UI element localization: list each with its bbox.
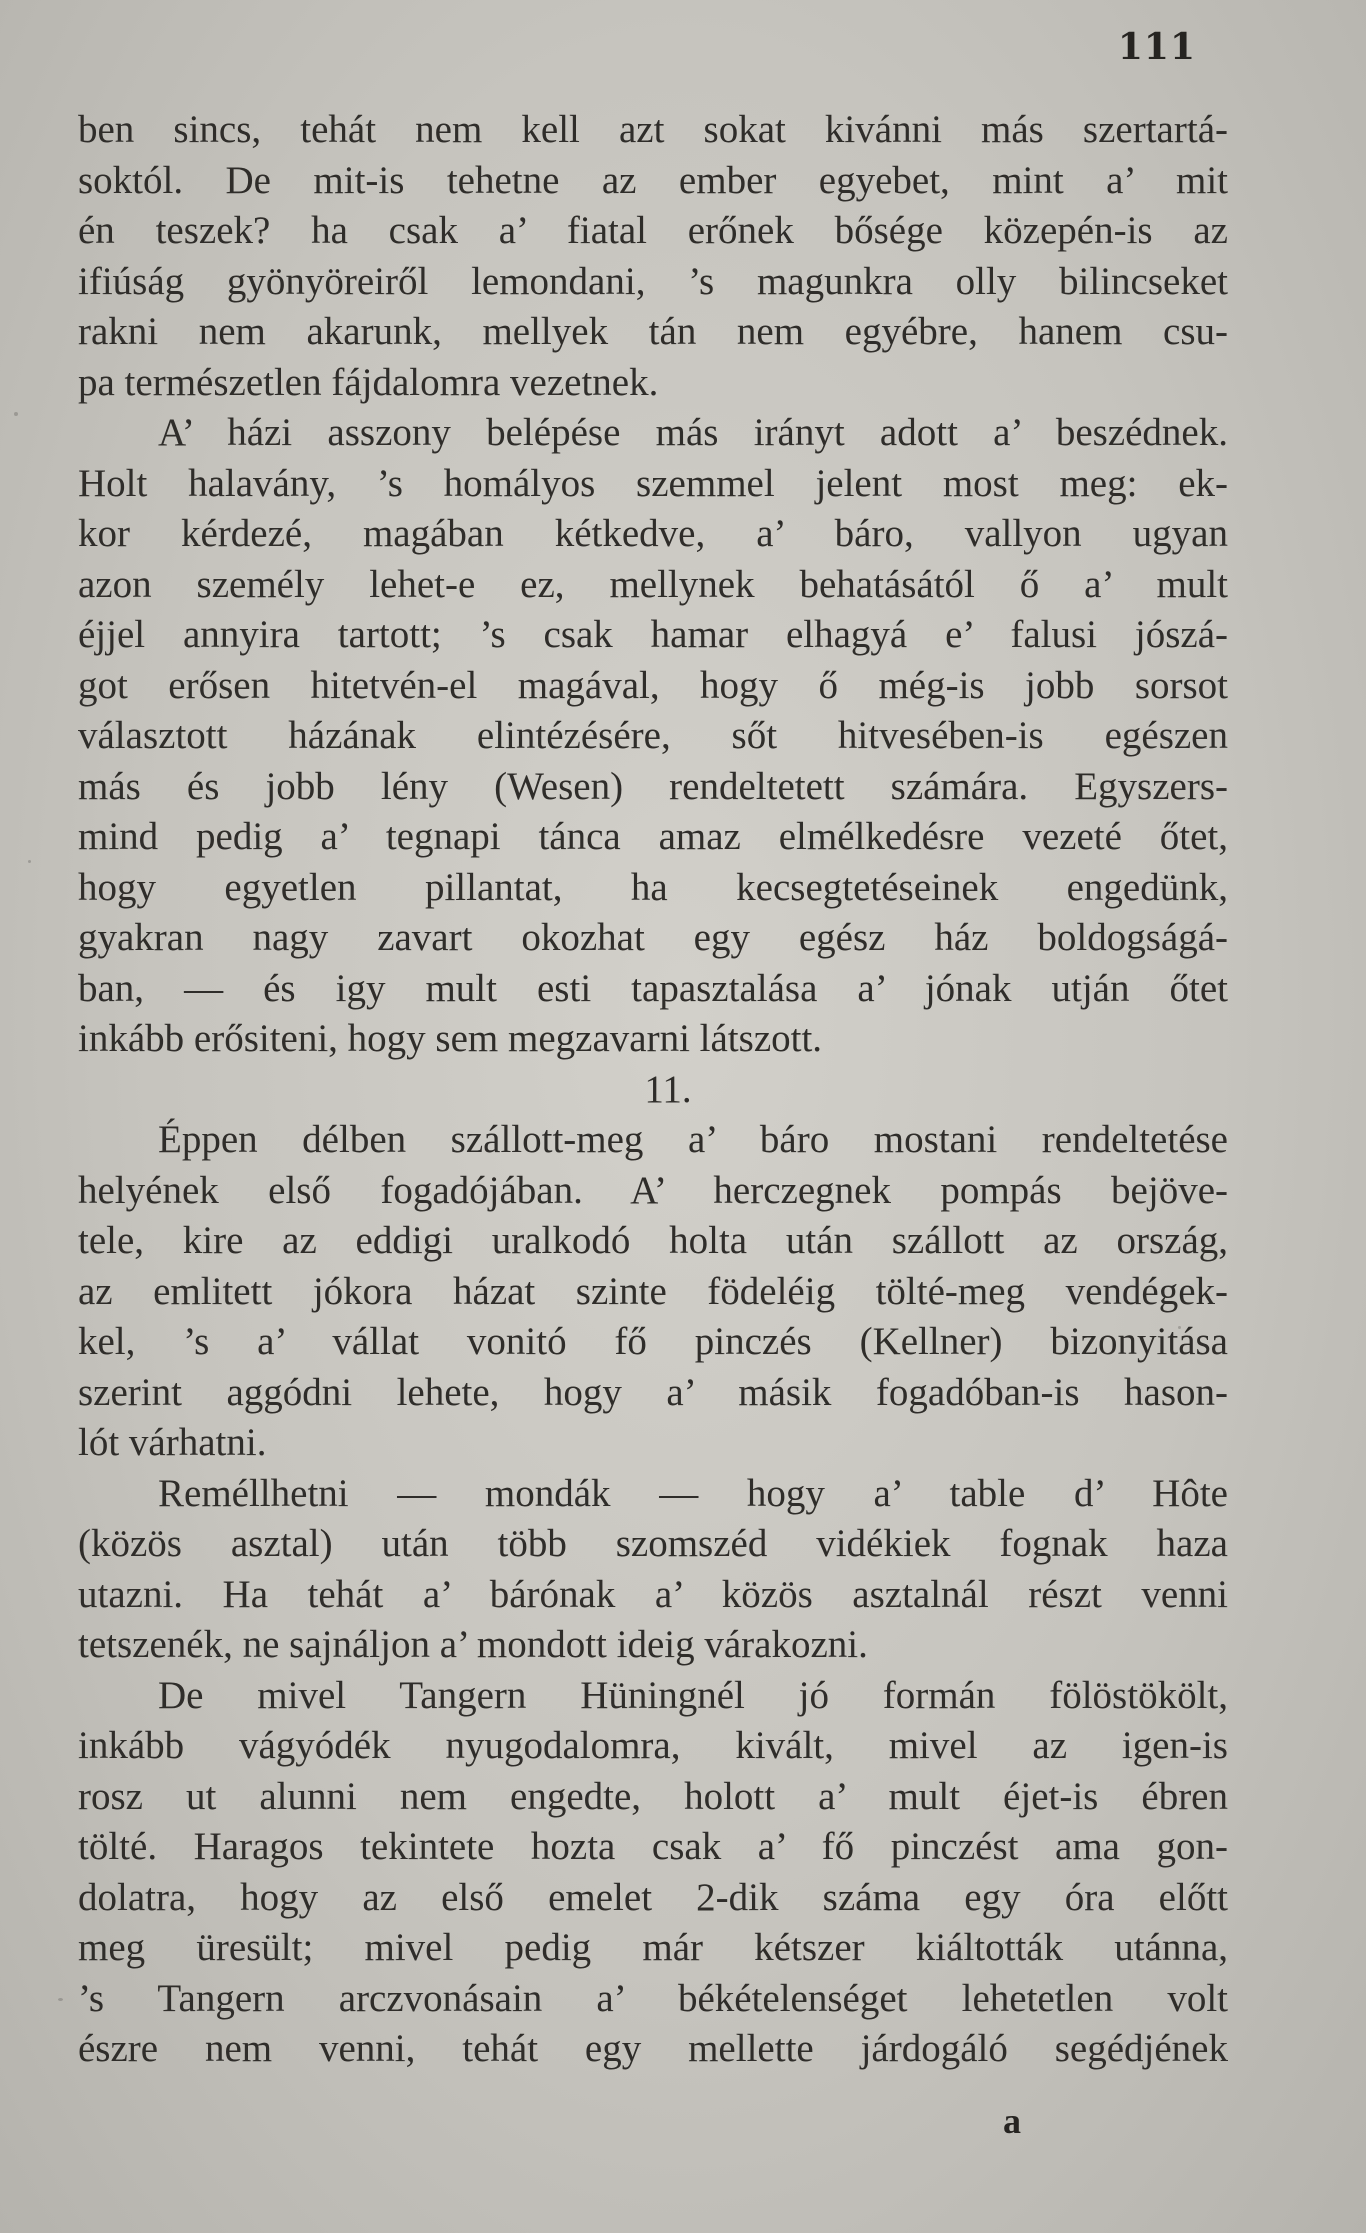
- text-line: tetszenék, ne sajnáljon a’ mondott ideig várakozni.: [78, 1623, 868, 1666]
- text-line: más és jobb lény (Wesen) rendeltetett számára. Egyszers-: [78, 764, 1228, 808]
- text-line: inkább erősiteni, hogy sem megzavarni látszott.: [78, 1017, 823, 1060]
- text-line: tele, kire az eddigi uralkodó holta után szállott az ország,: [78, 1219, 1228, 1262]
- paragraph-start-line: Éppen délben szállott-meg a’ báro mostani rendeltetése: [158, 1118, 1228, 1161]
- paper-speck: [28, 860, 31, 863]
- text-line: ifiúság gyönyöreiről lemondani, ’s magunkra olly bilincseket: [78, 259, 1228, 303]
- text-line: éjjel annyira tartott; ’s csak hamar elhagyá e’ falusi jószá-: [78, 613, 1228, 656]
- paragraph-start-line: Reméllhetni — mondák — hogy a’ table d’ Hôte: [158, 1471, 1228, 1515]
- text-line: mind pedig a’ tegnapi tánca amaz elmélkedésre vezeté őtet,: [78, 815, 1228, 858]
- text-line: utazni. Ha tehát a’ bárónak a’ közös asztalnál részt venni: [78, 1572, 1228, 1616]
- paper-speck: [1178, 1326, 1181, 1329]
- text-line: az emlitett jókora házat szinte födeléig tölté-meg vendégek-: [78, 1269, 1228, 1313]
- paragraph-start-line: De mivel Tangern Hüningnél jó formán fölöstökölt,: [158, 1673, 1228, 1717]
- body-text: [78, 105, 1228, 2075]
- text-line: gyakran nagy zavart okozhat egy egész ház boldogságá-: [78, 916, 1228, 959]
- text-line: ’s Tangern arczvonásain a’ békételenséget lehetetlen volt: [78, 1976, 1228, 2020]
- text-line: hogy egyetlen pillantat, ha kecsegtetéseinek engedünk,: [78, 865, 1228, 909]
- text-line: én teszek? ha csak a’ fiatal erőnek bősége közepén-is az: [78, 209, 1228, 252]
- text-line: választott házának elintézésére, sőt hitvesében-is egészen: [78, 714, 1228, 757]
- text-line: észre nem venni, tehát egy mellette járdogáló segédjének: [78, 2027, 1228, 2070]
- text-line: meg üresült; mivel pedig már kétszer kiáltották utánna,: [78, 1926, 1228, 1969]
- text-line: szerint aggódni lehete, hogy a’ másik fogadóban-is hason-: [78, 1370, 1228, 1414]
- paper-speck: [58, 1998, 63, 2001]
- text-line: ben sincs, tehát nem kell azt sokat kivánni más szertartá-: [78, 108, 1228, 151]
- text-line: kor kérdezé, magában kétkedve, a’ báro, vallyon ugyan: [78, 512, 1228, 555]
- section-number: 11.: [644, 1067, 692, 1111]
- text-line: inkább vágyódék nyugodalomra, kivált, mivel az igen-is: [78, 1724, 1228, 1767]
- signature-mark: a: [1003, 2101, 1021, 2141]
- text-line: kel, ’s a’ vállat vonitó fő pinczés (Kellner) bizonyitása: [78, 1320, 1228, 1363]
- paper-speck: [14, 412, 18, 416]
- text-line: rosz ut alunni nem engedte, holott a’ mult éjet-is ébren: [78, 1774, 1228, 1818]
- text-line: pa természetlen fájdalomra vezetnek.: [78, 360, 659, 404]
- text-line: Holt halavány, ’s homályos szemmel jelent most meg: ek-: [78, 461, 1228, 505]
- text-line: lót várhatni.: [78, 1421, 267, 1464]
- page-number: 111: [1117, 26, 1196, 68]
- text-line: (közös asztal) után több szomszéd vidékiek fognak haza: [78, 1522, 1228, 1565]
- paragraph-start-line: A’ házi asszony belépése más irányt adott a’ beszédnek.: [158, 411, 1228, 454]
- text-line: rakni nem akarunk, mellyek tán nem egyébre, hanem csu-: [78, 310, 1228, 353]
- text-line: dolatra, hogy az első emelet 2-dik száma egy óra előtt: [78, 1875, 1228, 1919]
- paper-speck: [1170, 1692, 1173, 1696]
- text-line: azon személy lehet-e ez, mellynek behatásától ő a’ mult: [78, 562, 1228, 606]
- text-line: helyének első fogadójában. A’ herczegnek pompás bejöve-: [78, 1168, 1228, 1212]
- text-line: got erősen hitetvén-el magával, hogy ő még-is jobb sorsot: [78, 663, 1228, 707]
- text-line: soktól. De mit-is tehetne az ember egyebet, mint a’ mit: [78, 158, 1228, 202]
- text-line: tölté. Haragos tekintete hozta csak a’ fő pinczést ama gon-: [78, 1825, 1228, 1868]
- text-line: ban, — és igy mult esti tapasztalása a’ jónak utján őtet: [78, 966, 1228, 1010]
